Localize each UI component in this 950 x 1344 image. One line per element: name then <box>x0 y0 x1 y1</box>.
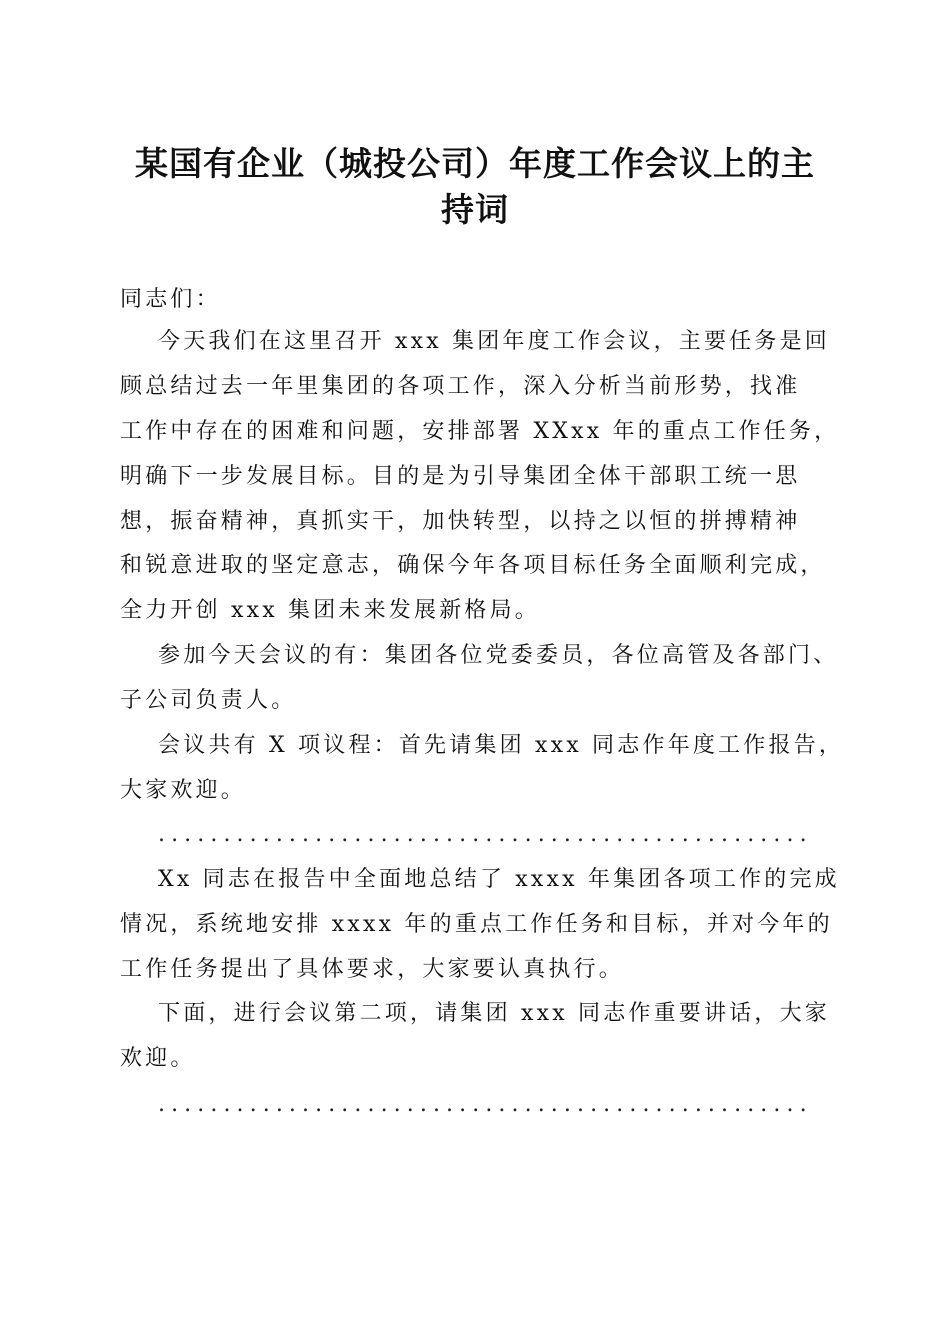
document-title-line-2: 持词 <box>441 190 509 229</box>
document-title-line-1: 某国有企业（城投公司）年度工作会议上的主 <box>135 144 815 183</box>
paragraph-1-line-2: 顾总结过去一年里集团的各项工作，深入分析当前形势，找准 <box>120 374 801 399</box>
paragraph-1-line-5: 想，振奋精神，真抓实干，加快转型，以持之以恒的拼搏精神 <box>120 509 801 534</box>
paragraph-2-line-2: 子公司负责人。 <box>120 688 297 713</box>
paragraph-3-line-2: 大家欢迎。 <box>120 778 247 803</box>
paragraph-1-line-7: 全力开创 xxx 集团未来发展新格局。 <box>120 598 541 623</box>
separator-dots-1: .................................................. <box>158 822 813 847</box>
paragraph-5-line-2: 欢迎。 <box>120 1046 196 1071</box>
paragraph-4-line-3: 工作任务提出了具体要求，大家要认真执行。 <box>120 957 625 982</box>
paragraph-3-line-1: 会议共有 X 项议程：首先请集团 xxx 同志作年度工作报告， <box>158 733 845 758</box>
separator-dots-2: .................................................. <box>158 1092 813 1117</box>
paragraph-1-line-6: 和锐意进取的坚定意志，确保今年各项目标任务全面顺利完成， <box>120 553 826 578</box>
paragraph-1-line-1: 今天我们在这里召开 xxx 集团年度工作会议，主要任务是回 <box>158 329 831 354</box>
paragraph-1-line-4: 明确下一步发展目标。目的是为引导集团全体干部职工统一思 <box>120 464 801 489</box>
paragraph-2-line-1: 参加今天会议的有：集团各位党委委员，各位高管及各部门、 <box>158 643 839 668</box>
paragraph-1-line-3: 工作中存在的困难和问题，安排部署 XXxx 年的重点工作任务， <box>120 419 840 444</box>
paragraph-4-line-1: Xx 同志在报告中全面地总结了 xxxx 年集团各项工作的完成 <box>158 867 840 892</box>
paragraph-4-line-2: 情况，系统地安排 xxxx 年的重点工作任务和目标，并对今年的 <box>120 912 833 937</box>
paragraph-5-line-1: 下面，进行会议第二项，请集团 xxx 同志作重要讲话，大家 <box>158 1001 831 1026</box>
salutation: 同志们： <box>120 287 221 312</box>
